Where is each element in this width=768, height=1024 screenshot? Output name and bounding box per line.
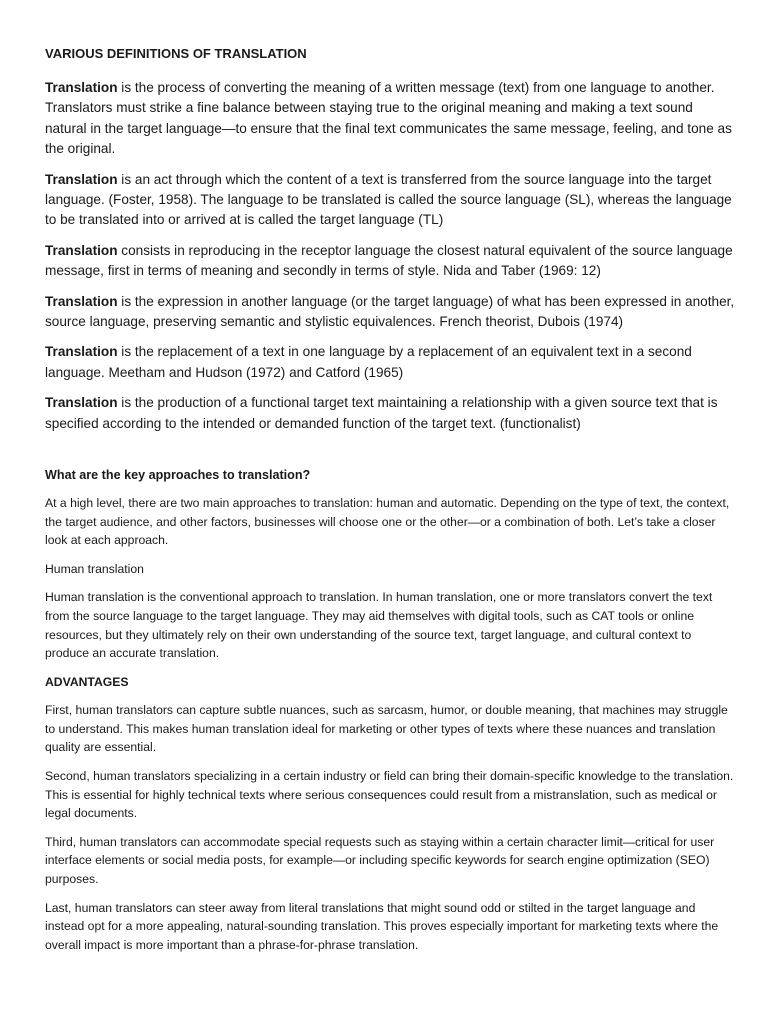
definition-term: Translation xyxy=(45,80,118,95)
definition-term: Translation xyxy=(45,344,118,360)
approaches-intro: At a high level, there are two main approaches to translation: human and automatic. Depending on the type of text, the context, the target audience, and other factors, businesses will choose one or the other—or a combination of both. Let’s take a closer look at each approach. xyxy=(45,496,730,548)
definition-paragraph xyxy=(45,342,735,383)
definition-text: is the process of converting the meaning of a written message (text) from one language to another. Translators must strike a fine balance between staying true to the original meaning and making a text sound natural in the target language—to ensure that the final text communicates the same message, feeling, and tone as the original. xyxy=(45,80,732,157)
definition-paragraph xyxy=(45,393,735,434)
definition-text: is the expression in another language (or the target language) of what has been expressed in another, source language, preserving semantic and stylistic equivalences. French theorist, Dubois (1974) xyxy=(45,293,735,330)
definition-text: is an act through which the content of a text is transferred from the source language into the target language. (Foster, 1958). The language to be translated is called the source language (SL), whereas the language to be translated into or arrived at is called the target language (TL) xyxy=(45,171,732,228)
document-page xyxy=(45,44,735,964)
definition-term: Translation xyxy=(45,395,118,411)
approaches-heading: What are the key approaches to translation? xyxy=(45,468,311,483)
advantage-paragraph: Last, human translators can steer away from literal translations that might sound odd or stilted in the target language and instead opt for a more appealing, natural-sounding translation. This proves especially important for marketing texts where the overall impact is more important than a phrase-for-phrase translation. xyxy=(45,900,719,952)
page-title: VARIOUS DEFINITIONS OF TRANSLATION xyxy=(45,46,307,61)
definition-paragraph xyxy=(45,292,735,333)
definition-text: is the replacement of a text in one language by a replacement of an equivalent text in a second language. Meetham and Hudson (1972) and Catford (1965) xyxy=(45,344,692,380)
definition-term: Translation xyxy=(45,242,118,258)
section-spacer xyxy=(45,444,735,466)
definition-text: is the production of a functional target text maintaining a relationship with a given source text that is specified according to the intended or demanded function of the target text. (functionalist) xyxy=(45,395,718,431)
definition-paragraph xyxy=(45,78,735,160)
human-translation-heading: Human translation xyxy=(45,561,144,576)
definition-paragraph xyxy=(45,170,735,231)
advantage-paragraph: Second, human translators specializing in a certain industry or field can bring their domain-specific knowledge to the translation. This is essential for highly technical texts where serious consequences could result from a mistranslation, such as medical or legal documents. xyxy=(45,769,734,821)
advantages-heading: ADVANTAGES xyxy=(45,674,129,689)
definition-term: Translation xyxy=(45,171,118,187)
human-translation-text: Human translation is the conventional approach to translation. In human translation, one or more translators convert the text from the source language to the target language. They may aid themselves with digital tools, such as CAT tools or online resources, but they ultimately rely on their own understanding of the source text, target language, and cultural context to produce an accurate translation. xyxy=(45,590,713,661)
definition-text: consists in reproducing in the receptor language the closest natural equivalent of the source language message, first in terms of meaning and secondly in terms of style. Nida and Taber (1969: 12) xyxy=(45,242,733,279)
definition-term: Translation xyxy=(45,293,118,309)
advantage-paragraph: Third, human translators can accommodate special requests such as staying within a certain character limit—critical for user interface elements or social media posts, for example—or including specific keywords for search engine optimization (SEO) purposes. xyxy=(45,834,715,886)
advantage-paragraph: First, human translators can capture subtle nuances, such as sarcasm, humor, or double meaning, that machines may struggle to understand. This makes human translation ideal for marketing or other types of texts where these nuances and translation quality are essential. xyxy=(45,703,728,755)
definition-paragraph xyxy=(45,241,735,282)
